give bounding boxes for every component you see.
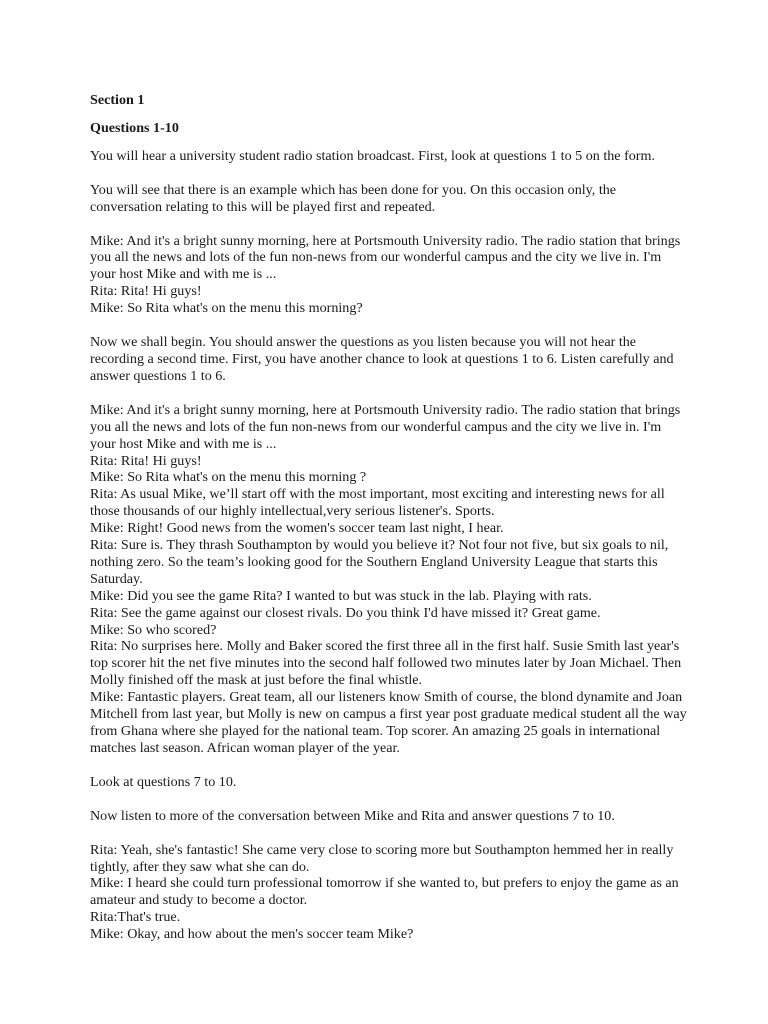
example-dialogue [90,233,690,318]
dialogue-line: Rita: See the game against our closest rivals. Do you think I'd have missed it? Great game. [90,604,601,621]
dialogue-line: Rita: Rita! Hi guys! [90,283,202,300]
text-line: You will hear a university student radio station broadcast. First, look at questions 1 to 5 on the form. [90,147,655,164]
dialogue-line: your host Mike and with me is ... [90,435,277,452]
questions-title: Questions 1-10 [90,119,179,136]
dialogue-line: you all the news and lots of the fun non-news from our wonderful campus and the city we live in. I'm [90,249,662,266]
dialogue-line: tightly, after they saw what she can do. [90,858,310,875]
dialogue-line: Saturday. [90,570,143,587]
dialogue-line: Rita: Rita! Hi guys! [90,452,202,469]
look-note-paragraph [90,774,690,791]
dialogue-line: Mike: And it's a bright sunny morning, here at Portsmouth University radio. The radio station that brings [90,232,681,249]
text-line: answer questions 1 to 6. [90,367,226,384]
dialogue-line: matches last season. African woman player of the year. [90,739,400,756]
dialogue-line: Mitchell from last year, but Molly is new on campus a first year post graduate medical student all the way [90,706,687,723]
final-dialogue [90,842,690,943]
example-note-paragraph [90,182,690,216]
dialogue-line: Mike: So Rita what's on the menu this morning ? [90,469,367,486]
dialogue-line: Mike: Right! Good news from the women's soccer team last night, I hear. [90,520,504,537]
dialogue-line: you all the news and lots of the fun non-news from our wonderful campus and the city we live in. I'm [90,418,662,435]
dialogue-line: top scorer hit the net five minutes into the second half followed two minutes later by Joan Michael. Then [90,655,682,672]
section-title: Section 1 [90,92,145,108]
main-dialogue [90,402,690,757]
dialogue-line: from Ghana where she played for the national team. Top scorer. An amazing 25 goals in international [90,723,661,739]
dialogue-line: Mike: So Rita what's on the menu this morning? [90,300,363,317]
dialogue-line: amateur and study to become a doctor. [90,892,308,909]
text-line: Look at questions 7 to 10. [90,773,237,790]
dialogue-line: Mike: Okay, and how about the men's soccer team Mike? [90,926,414,943]
text-line: recording a second time. First, you have another chance to look at questions 1 to 6. Listen carefully and [90,350,674,367]
dialogue-line: Mike: Fantastic players. Great team, all our listeners know Smith of course, the blond dynamite and Joan [90,689,683,706]
dialogue-line: Rita: No surprises here. Molly and Baker scored the first three all in the first half. Susie Smith last year's [90,638,680,655]
dialogue-line: Mike: I heard she could turn professional tomorrow if she wanted to, but prefers to enjoy the game as an [90,875,679,892]
listen-note-paragraph [90,808,690,825]
begin-note-paragraph [90,334,690,385]
dialogue-line: Mike: So who scored? [90,621,217,638]
text-line: conversation relating to this will be played first and repeated. [90,198,436,215]
dialogue-line: nothing zero. So the team’s looking good for the Southern England University League that starts this [90,553,658,570]
dialogue-line: Molly finished off the mask at just before the final whistle. [90,672,423,689]
dialogue-line: your host Mike and with me is ... [90,266,277,283]
text-line: Now we shall begin. You should answer the questions as you listen because you will not hear the [90,334,637,351]
dialogue-line: Mike: Did you see the game Rita? I wanted to but was stuck in the lab. Playing with rats. [90,587,592,604]
text-line: You will see that there is an example which has been done for you. On this occasion only, the [90,181,617,198]
dialogue-line: Rita: As usual Mike, we’ll start off with the most important, most exciting and interesting news for all [90,486,665,503]
dialogue-line: Rita: Sure is. They thrash Southampton by would you believe it? Not four not five, but six goals to nil, [90,537,669,554]
intro-paragraph [90,148,690,165]
dialogue-line: Rita:That's true. [90,909,181,926]
dialogue-line: Mike: And it's a bright sunny morning, here at Portsmouth University radio. The radio station that brings [90,401,681,418]
document-page [90,92,690,960]
text-line: Now listen to more of the conversation between Mike and Rita and answer questions 7 to 10. [90,807,615,824]
dialogue-line: those thousands of our highly intellectual,very serious listener's. Sports. [90,503,495,520]
dialogue-line: Rita: Yeah, she's fantastic! She came very close to scoring more but Southampton hemmed her in really [90,841,674,858]
